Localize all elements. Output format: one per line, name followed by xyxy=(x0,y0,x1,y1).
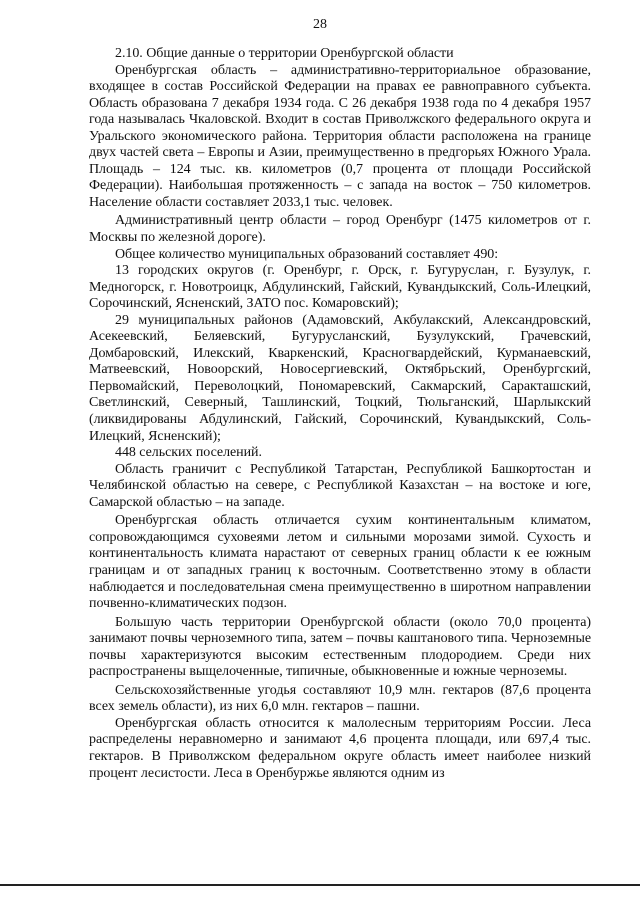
section-title: 2.10. Общие данные о территории Оренбургской области xyxy=(115,46,454,61)
paragraph-city-districts: 13 городских округов (г. Оренбург, г. Орск, г. Бугуруслан, г. Бузулук, г. Медногорск, г. Новотроицк, Абдулинский, Гайский, Кувандыкский, Соль-Илецкий, Сорочинский, Ясненский, ЗАТО пос. Комаровский); xyxy=(89,263,591,312)
paragraph-soils: Большую часть территории Оренбургской области (около 70,0 процента) занимают почвы черноземного типа, затем – почвы каштанового типа. Черноземные почвы характеризуются высоким естественным плодородием. Среди них распространены выщелоченные, типичные, обыкновенные и южные черноземы. xyxy=(89,614,591,680)
paragraph-borders: Область граничит с Республикой Татарстан, Республикой Башкортостан и Челябинской областью на севере, с Республикой Казахстан – на востоке и юге, Самарской областью – на западе. xyxy=(89,461,591,510)
paragraph-rural-settlements: 448 сельских поселений. xyxy=(115,445,262,461)
bottom-rule xyxy=(0,884,640,886)
paragraph-municipal-count: Общее количество муниципальных образований составляет 490: xyxy=(115,246,499,262)
paragraph-climate: Оренбургская область отличается сухим континентальным климатом, сопровождающимся суховеями летом и сильными морозами зимой. Сухость и континентальность климата нарастают от северных границ области к ее южным границам и от западных границ к восточным. Соответственно этому в области наблюдается и последовательная смена преимущественно в широтном направлении почвенно-климатических подзон. xyxy=(89,513,591,612)
paragraph-farmland: Сельскохозяйственные угодья составляют 10,9 млн. гектаров (87,6 процента всех земель области), из них 6,0 млн. гектаров – пашни. xyxy=(89,682,591,715)
paragraph-municipal-districts: 29 муниципальных районов (Адамовский, Акбулакский, Александровский, Асекеевский, Беляевский, Бугурусланский, Бузулукский, Грачевский, Домбаровский, Илекский, Кваркенский, Красногвардейский, Курманаевский, Матвеевский, Новоорский, Новосергиевский, Октябрьский, Оренбургский, Первомайский, Переволоцкий, Пономаревский, Сакмарский, Саракташский, Светлинский, Северный, Ташлинский, Тоцкий, Тюльганский, Шарлыкский (ликвидированы Абдулинский, Гайский, Сорочинский, Кувандыкский, Соль-Илецкий, Ясненский); xyxy=(89,312,591,444)
paragraph-admin-center: Административный центр области – город Оренбург (1475 километров от г. Москвы по железной дороге). xyxy=(89,213,591,246)
paragraph-overview: Оренбургская область – административно-территориальное образование, входящее в состав Российской Федерации на правах ее равноправного субъекта. Область образована 7 декабря 1934 года. С 26 декабря 1938 года по 4 декабря 1957 года называлась Чкаловской. Входит в состав Приволжского федерального округа и Уральского экономического района. Территория области расположена на границе двух частей света – Европы и Азии, преимущественно в предгорьях Южного Урала. Площадь – 124 тыс. кв. километров (0,7 процента от площади Российской Федерации). Наибольшая протяженность – с запада на восток – 750 километров. Население области составляет 2033,1 тыс. человек. xyxy=(89,62,591,210)
page-number: 28 xyxy=(313,17,327,32)
document-body xyxy=(89,46,591,782)
paragraph-forests: Оренбургская область относится к малолесным территориям России. Леса распределены неравномерно и занимают 4,6 процента площади, или 697,4 тыс. гектаров. В Приволжском федеральном округе область имеет наиболее низкий процент лесистости. Леса в Оренбуржье являются одним из xyxy=(89,715,591,781)
